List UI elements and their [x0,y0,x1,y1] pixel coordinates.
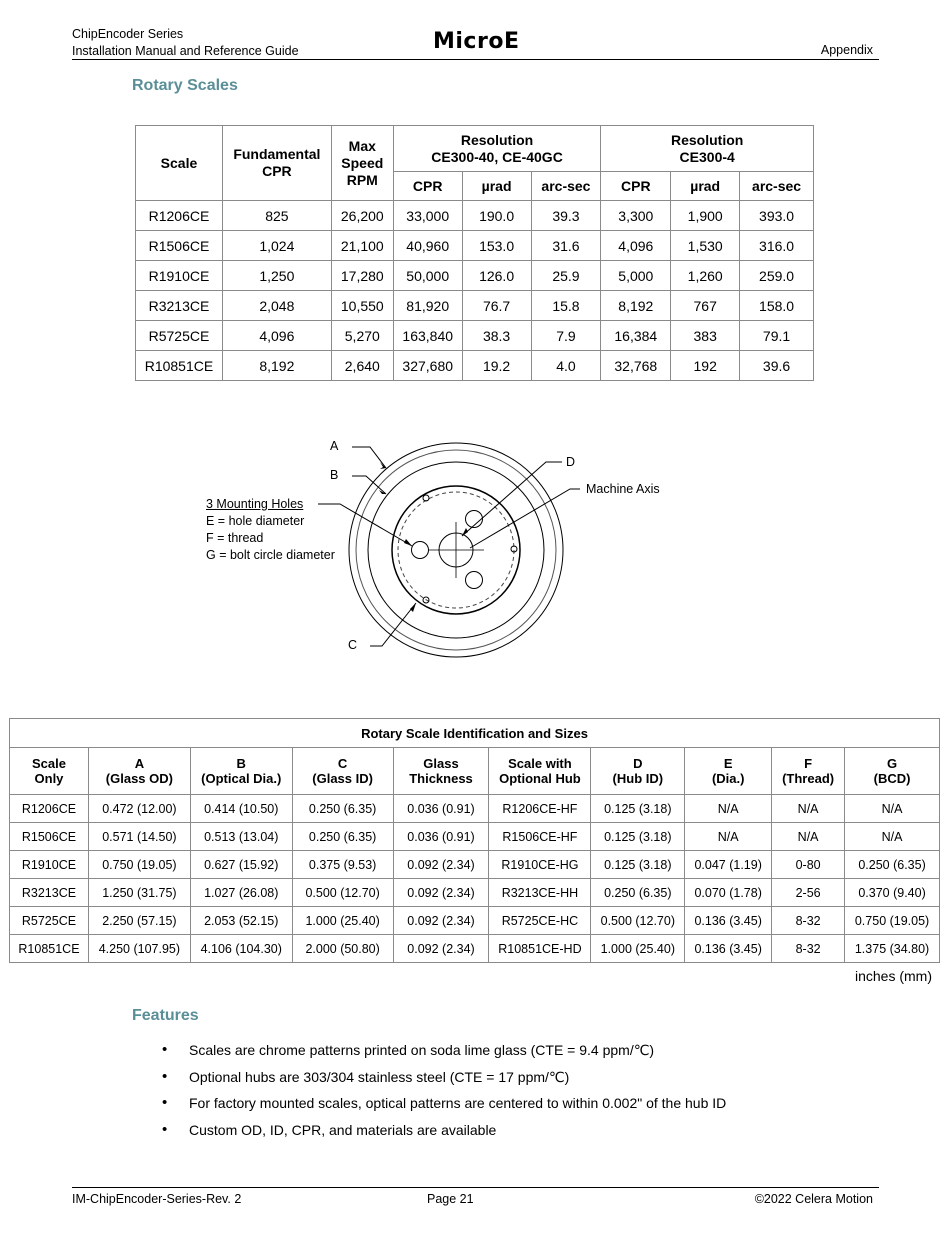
leader-machine-axis [470,489,580,548]
table-cell: 0.750 (19.05) [845,907,940,935]
table-cell: 2.053 (52.15) [190,907,292,935]
label-c: C [348,638,358,652]
table-cell: 8,192 [222,351,331,381]
scale-cell: R5725CE [136,321,223,351]
table-cell: 0.036 (0.91) [393,795,489,823]
feature-item: • Optional hubs are 303/304 stainless steel (CTE = 17 ppm/℃) [162,1067,726,1094]
table-row [10,907,940,935]
sizes-column-header: F (Thread) [772,748,845,795]
label-b: B [330,468,339,482]
label-mounting-holes [206,496,335,564]
table-cell: 5,000 [601,261,671,291]
table-cell: 8-32 [772,935,845,963]
scale-cell: R1206CE [136,201,223,231]
sizes-column-header: D (Hub ID) [591,748,685,795]
table-cell: 0.571 (14.50) [88,823,190,851]
table-cell: 4.106 (104.30) [190,935,292,963]
table-cell: 7.9 [531,321,601,351]
table-cell: 2,640 [331,351,393,381]
col-fundamental-cpr: Fundamental CPR [222,126,331,201]
scale-cell: R3213CE [136,291,223,321]
table-cell: N/A [845,823,940,851]
table-cell: 259.0 [740,261,814,291]
table-cell: 0.092 (2.34) [393,851,489,879]
leader-d [462,462,562,536]
table-cell: 393.0 [740,201,814,231]
table-cell: 0.136 (3.45) [685,935,772,963]
table-cell: 126.0 [462,261,531,291]
col-cpr: CPR [601,172,671,201]
sizes-column-header: Scale with Optional Hub [489,748,591,795]
footer-doc-id: IM-ChipEncoder-Series-Rev. 2 [72,1192,242,1206]
table-cell: R3213CE-HH [489,879,591,907]
table-cell: 31.6 [531,231,601,261]
table-cell: 383 [671,321,740,351]
table-cell: 79.1 [740,321,814,351]
table-cell: 2.250 (57.15) [88,907,190,935]
sizes-column-header: G (BCD) [845,748,940,795]
table-cell: N/A [772,823,845,851]
table-row [10,795,940,823]
table-cell: 0.500 (12.70) [591,907,685,935]
table-cell: N/A [685,795,772,823]
table-cell: N/A [685,823,772,851]
table-cell: 76.7 [462,291,531,321]
mounting-holes-title: 3 Mounting Holes [206,497,304,511]
table-cell: N/A [772,795,845,823]
table-cell: 2,048 [222,291,331,321]
table-cell: R1506CE [10,823,89,851]
table-row [10,935,940,963]
scale-cell: R10851CE [136,351,223,381]
table-cell: 1.375 (34.80) [845,935,940,963]
table-cell: R1910CE-HG [489,851,591,879]
table-cell: 0.627 (15.92) [190,851,292,879]
table-cell: 39.6 [740,351,814,381]
sizes-column-header: C (Glass ID) [292,748,393,795]
table-cell: 26,200 [331,201,393,231]
scale-cell: R1910CE [136,261,223,291]
table-cell: 39.3 [531,201,601,231]
table-cell: 8-32 [772,907,845,935]
table-cell: 0.250 (6.35) [591,879,685,907]
col-resolution-ce300-4: Resolution CE300-4 [601,126,814,172]
sizes-column-header: B (Optical Dia.) [190,748,292,795]
mounting-hole-2 [466,572,483,589]
table-cell: 0.125 (3.18) [591,795,685,823]
table-cell: N/A [845,795,940,823]
table-cell: 1.027 (26.08) [190,879,292,907]
table-cell: 0.125 (3.18) [591,823,685,851]
table-cell: 0.370 (9.40) [845,879,940,907]
table-cell: 0.250 (6.35) [292,795,393,823]
table-cell: 2-56 [772,879,845,907]
sizes-column-header: E (Dia.) [685,748,772,795]
col-max-speed: Max Speed RPM [331,126,393,201]
header-guide: Installation Manual and Reference Guide [72,44,299,58]
table-cell: 4.250 (107.95) [88,935,190,963]
header-section: Appendix [820,43,873,57]
table-cell: 0.375 (9.53) [292,851,393,879]
table-cell: R5725CE [10,907,89,935]
table-cell: 15.8 [531,291,601,321]
table-cell: 192 [671,351,740,381]
table-cell: 158.0 [740,291,814,321]
rotary-scales-title: Rotary Scales [132,77,238,94]
label-a: A [330,439,339,453]
table-cell: 0.092 (2.34) [393,935,489,963]
table-cell: 0.250 (6.35) [292,823,393,851]
col-cpr: CPR [393,172,462,201]
features-title: Features [132,1007,199,1024]
table-cell: 0-80 [772,851,845,879]
table-cell: 0.047 (1.19) [685,851,772,879]
table-cell: 38.3 [462,321,531,351]
feature-item: • For factory mounted scales, optical patterns are centered to within 0.002" of the hub ID [162,1093,726,1120]
table-cell: 50,000 [393,261,462,291]
table-cell: 153.0 [462,231,531,261]
table-cell: R1506CE-HF [489,823,591,851]
scale-cell: R1506CE [136,231,223,261]
col-urad: µrad [671,172,740,201]
col-resolution-ce300-40: Resolution CE300-40, CE-40GC [393,126,601,172]
table-cell: 1,250 [222,261,331,291]
mounting-hole-3 [412,542,429,559]
arrow-mounting-holes [404,539,412,546]
table-cell: 0.513 (13.04) [190,823,292,851]
microe-logo: MicroE [433,29,520,54]
col-arcsec: arc-sec [531,172,601,201]
table-cell: 1,260 [671,261,740,291]
sizes-column-header: A (Glass OD) [88,748,190,795]
table-cell: 0.472 (12.00) [88,795,190,823]
table-cell: 40,960 [393,231,462,261]
table-cell: 25.9 [531,261,601,291]
table-cell: 81,920 [393,291,462,321]
table-cell: 17,280 [331,261,393,291]
features-list [162,1040,726,1147]
table-cell: 0.036 (0.91) [393,823,489,851]
table-cell: 4,096 [222,321,331,351]
table-cell: 0.500 (12.70) [292,879,393,907]
table-cell: 0.125 (3.18) [591,851,685,879]
table-cell: R1206CE [10,795,89,823]
table-cell: 0.414 (10.50) [190,795,292,823]
label-d: D [566,455,576,469]
table-cell: 33,000 [393,201,462,231]
table-cell: 825 [222,201,331,231]
table-cell: R5725CE-HC [489,907,591,935]
table-cell: 316.0 [740,231,814,261]
leader-a [352,447,386,468]
table-cell: 0.092 (2.34) [393,879,489,907]
table-cell: 0.250 (6.35) [845,851,940,879]
hole-f-text: F = thread [206,531,264,545]
table-cell: 1.000 (25.40) [292,907,393,935]
table-row [10,823,940,851]
hole-g-text: G = bolt circle diameter [206,548,335,562]
feature-item: • Scales are chrome patterns printed on soda lime glass (CTE = 9.4 ppm/℃) [162,1040,726,1067]
table-cell: 4,096 [601,231,671,261]
table-cell: 19.2 [462,351,531,381]
table-cell: 1,024 [222,231,331,261]
table-cell: R1910CE [10,851,89,879]
col-scale: Scale [136,126,223,201]
col-arcsec: arc-sec [740,172,814,201]
table-cell: 1.000 (25.40) [591,935,685,963]
table-cell: 2.000 (50.80) [292,935,393,963]
table-cell: 1,900 [671,201,740,231]
table-cell: 0.070 (1.78) [685,879,772,907]
table-cell: 16,384 [601,321,671,351]
arrow-a [380,462,386,469]
sizes-table-title: Rotary Scale Identification and Sizes [10,719,940,748]
table-cell: 163,840 [393,321,462,351]
table-cell: 10,550 [331,291,393,321]
table-row [10,879,940,907]
footer-page-number: Page 21 [427,1192,474,1206]
table-cell: 8,192 [601,291,671,321]
table-cell: 767 [671,291,740,321]
table-cell: 1.250 (31.75) [88,879,190,907]
footer-copyright: ©2022 Celera Motion [754,1192,873,1206]
table-cell: 5,270 [331,321,393,351]
table-cell: R10851CE-HD [489,935,591,963]
sizes-column-header: Scale Only [10,748,89,795]
table-cell: 21,100 [331,231,393,261]
scale-sizes-table [9,718,940,963]
hole-e-text: E = hole diameter [206,514,305,528]
label-machine-axis: Machine Axis [586,482,660,496]
units-note: inches (mm) [854,968,932,984]
table-cell: 1,530 [671,231,740,261]
table-cell: 0.092 (2.34) [393,907,489,935]
table-cell: 190.0 [462,201,531,231]
header-series: ChipEncoder Series [72,27,184,41]
table-cell: R10851CE [10,935,89,963]
sizes-column-header: Glass Thickness [393,748,489,795]
arrow-c [410,603,416,612]
arrow-d [462,528,468,536]
table-cell: 0.136 (3.45) [685,907,772,935]
table-cell: 32,768 [601,351,671,381]
table-cell: 327,680 [393,351,462,381]
table-cell: 0.750 (19.05) [88,851,190,879]
table-cell: R1206CE-HF [489,795,591,823]
table-cell: 3,300 [601,201,671,231]
table-cell: R3213CE [10,879,89,907]
table-cell: 4.0 [531,351,601,381]
col-urad: µrad [462,172,531,201]
footer-rule [72,1187,879,1188]
feature-item: • Custom OD, ID, CPR, and materials are available [162,1120,726,1147]
table-row [10,851,940,879]
